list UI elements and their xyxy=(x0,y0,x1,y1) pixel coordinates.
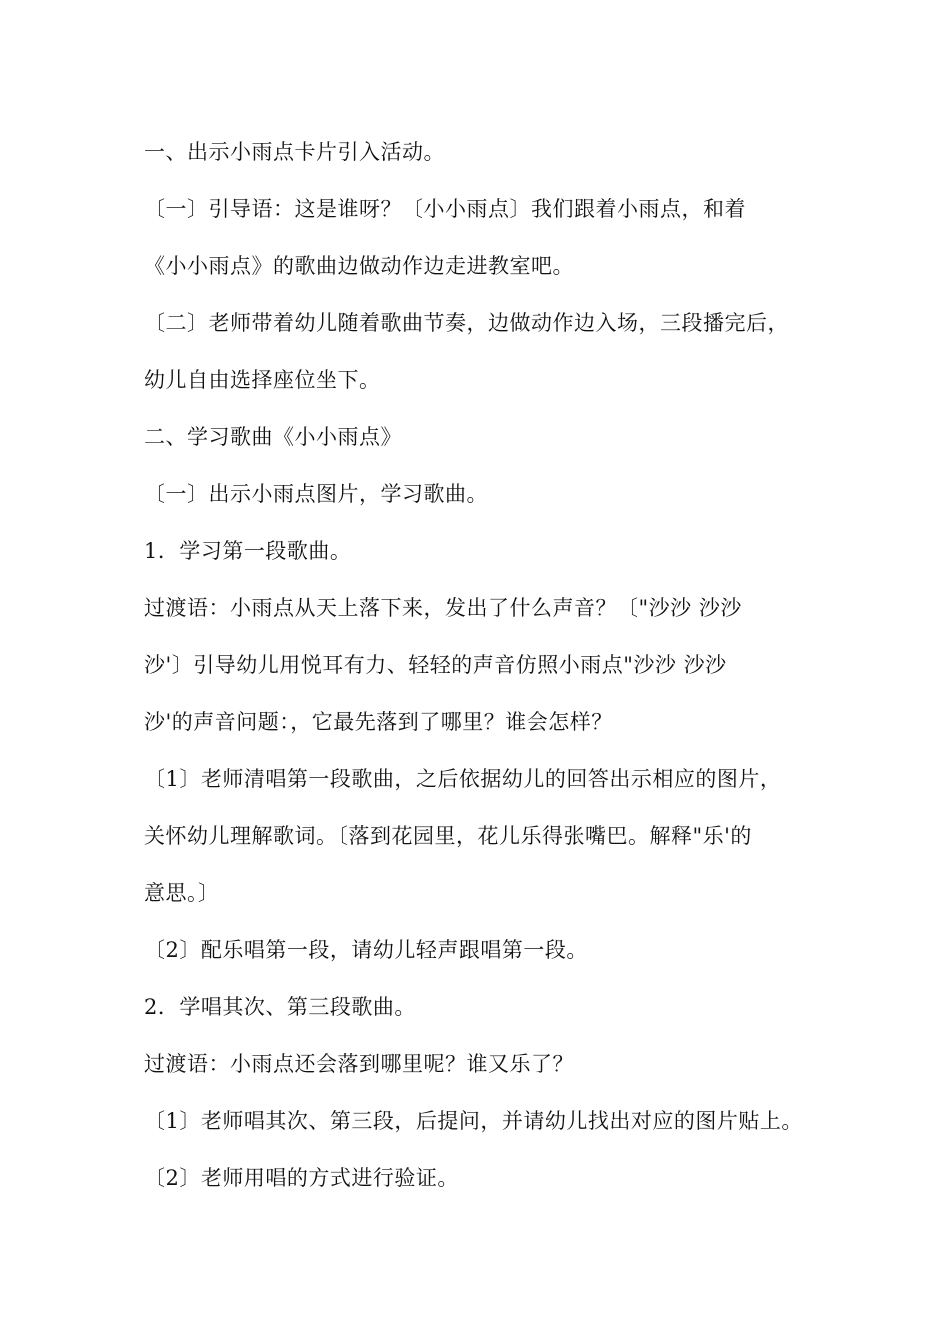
text-line: 《小小雨点》的歌曲边做动作边走进教室吧。 xyxy=(144,254,574,278)
text-line: 〔2〕配乐唱第一段，请幼儿轻声跟唱第一段。 xyxy=(144,938,588,962)
text-line: 〔一〕出示小雨点图片，学习歌曲。 xyxy=(144,482,488,506)
text-line: 意思。〕 xyxy=(144,881,220,905)
text-line: 幼儿自由选择座位坐下。 xyxy=(144,368,381,392)
text-line: 二、学习歌曲《小小雨点》 xyxy=(144,425,402,449)
text-line: 〔1〕老师清唱第一段歌曲，之后依据幼儿的回答出示相应的图片， xyxy=(144,767,782,791)
text-line: 〔二〕老师带着幼儿随着歌曲节奏，边做动作边入场，三段播完后， xyxy=(144,311,789,335)
text-line: 2．学唱其次、第三段歌曲。 xyxy=(144,995,416,1019)
text-line: 沙'的声音问题：，它最先落到了哪里？谁会怎样？ xyxy=(144,710,613,734)
text-line: 〔2〕老师用唱的方式进行验证。 xyxy=(144,1166,459,1190)
text-line: 过渡语：小雨点从天上落下来，发出了什么声音？〔"沙沙 沙沙 xyxy=(144,596,742,620)
text-line: 〔1〕老师唱其次、第三段，后提问，并请幼儿找出对应的图片贴上。 xyxy=(144,1109,803,1133)
text-line: 过渡语：小雨点还会落到哪里呢？谁又乐了？ xyxy=(144,1052,574,1076)
text-line: 一、出示小雨点卡片引入活动。 xyxy=(144,140,445,164)
text-line: 关怀幼儿理解歌词。〔落到花园里，花儿乐得张嘴巴。解释"乐'的 xyxy=(144,824,752,848)
text-line: 〔一〕引导语：这是谁呀？〔小小雨点〕我们跟着小雨点，和着 xyxy=(144,197,746,221)
text-line: 1．学习第一段歌曲。 xyxy=(144,539,352,563)
text-line: 沙'〕引导幼儿用悦耳有力、轻轻的声音仿照小雨点"沙沙 沙沙 xyxy=(144,653,727,677)
